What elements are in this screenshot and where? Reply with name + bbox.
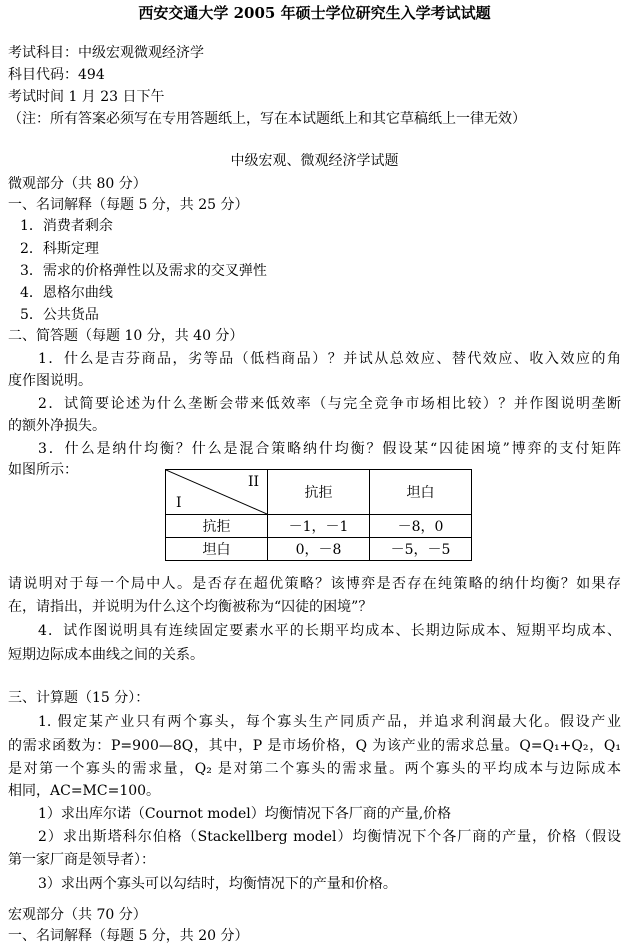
list-item: 2．科斯定理 <box>20 241 99 257</box>
column-header: 抗拒 <box>268 470 370 515</box>
column-header: 坦白 <box>370 470 472 515</box>
exam-subject: 考试科目：中级宏观微观经济学 <box>8 45 204 61</box>
list-item: 4．恩格尔曲线 <box>20 285 113 301</box>
paper-title: 中级宏观、微观经济学试题 <box>230 153 399 169</box>
question-text: 1）求出库尔诺（Cournot model）均衡情况下各厂商的产量,价格 <box>38 806 452 822</box>
question-text: 的额外净损失。 <box>8 418 106 434</box>
question-text: 4．试作图说明具有连续固定要素水平的长期平均成本、长期边际成本、短期平均成本、 <box>38 623 621 639</box>
question-text: 在，请指出，并说明为什么这个均衡被称为“囚徒的困境”？ <box>8 599 373 615</box>
exam-title: 西安交通大学 2005 年硕士学位研究生入学考试试题 <box>138 4 491 22</box>
question-text: 的需求函数为：P=900—8Q，其中，P 是市场价格，Q 为该产业的需求总量。Q=Q₁+Q₂，Q₁ <box>8 738 621 754</box>
player-two-label: II <box>247 474 259 490</box>
question-text: 2）求出斯塔科尔伯格（Stackellberg model）均衡情况下个各厂商的产量，价格（假设 <box>38 829 621 845</box>
question-text: 相同，AC=MC=100。 <box>8 783 161 799</box>
question-text: 如图所示： <box>8 462 78 478</box>
question-text: 1. 假定某产业只有两个寡头，每个寡头生产同质产品，并追求利润最大化。假设产业 <box>38 714 621 730</box>
question-text: 3．什么是纳什均衡？什么是混合策略纳什均衡？假设某“囚徒困境”博弈的支付矩阵 <box>38 441 621 457</box>
micro-section1-heading: 一、名词解释（每题 5 分，共 25 分） <box>8 197 249 213</box>
row-header: 抗拒 <box>166 515 268 538</box>
micro-section3-heading: 三、计算题（15 分）： <box>8 690 150 706</box>
question-text: 是对第一个寡头的需求量，Q₂ 是对第二个寡头的需求量。两个寡头的平均成本与边际成本 <box>8 761 621 777</box>
payoff-cell: －1，－1 <box>268 515 370 538</box>
player-one-label: I <box>176 495 182 511</box>
question-text: 2．试简要论述为什么垄断会带来低效率（与完全竞争市场相比较）？并作图说明垄断 <box>38 396 621 412</box>
payoff-cell: －8，0 <box>370 515 472 538</box>
payoff-matrix <box>165 469 472 561</box>
micro-section2-heading: 二、简答题（每题 10 分，共 40 分） <box>8 328 244 344</box>
exam-time: 考试时间 1 月 23 日下午 <box>8 89 165 105</box>
payoff-cell: －5，－5 <box>370 538 472 561</box>
micro-heading: 微观部分（共 80 分） <box>8 176 147 192</box>
question-text: 请说明对于每一个局中人。是否存在超优策略？该博弈是否存在纯策略的纳什均衡？如果存 <box>8 576 621 592</box>
list-item: 3．需求的价格弹性以及需求的交叉弹性 <box>20 263 267 279</box>
list-item: 1．消费者剩余 <box>20 218 113 234</box>
question-text: 1．什么是吉芬商品，劣等品（低档商品）？并试从总效应、替代效应、收入效应的角 <box>38 351 621 367</box>
question-text: 第一家厂商是领导者）： <box>8 852 155 868</box>
payoff-cell: 0，－8 <box>268 538 370 561</box>
macro-section1-heading: 一、名词解释（每题 5 分，共 20 分） <box>8 928 249 944</box>
subject-code: 科目代码：494 <box>8 67 105 83</box>
question-text: 度作图说明。 <box>8 373 92 389</box>
row-header: 坦白 <box>166 538 268 561</box>
question-text: 3）求出两个寡头可以勾结时，均衡情况下的产量和价格。 <box>38 876 397 892</box>
exam-note: （注：所有答案必须写在专用答题纸上，写在本试题纸上和其它草稿纸上一律无效） <box>8 111 526 127</box>
macro-heading: 宏观部分（共 70 分） <box>8 907 147 923</box>
matrix-corner <box>166 470 268 515</box>
list-item: 5．公共货品 <box>20 307 99 323</box>
question-text: 短期边际成本曲线之间的关系。 <box>8 647 204 663</box>
